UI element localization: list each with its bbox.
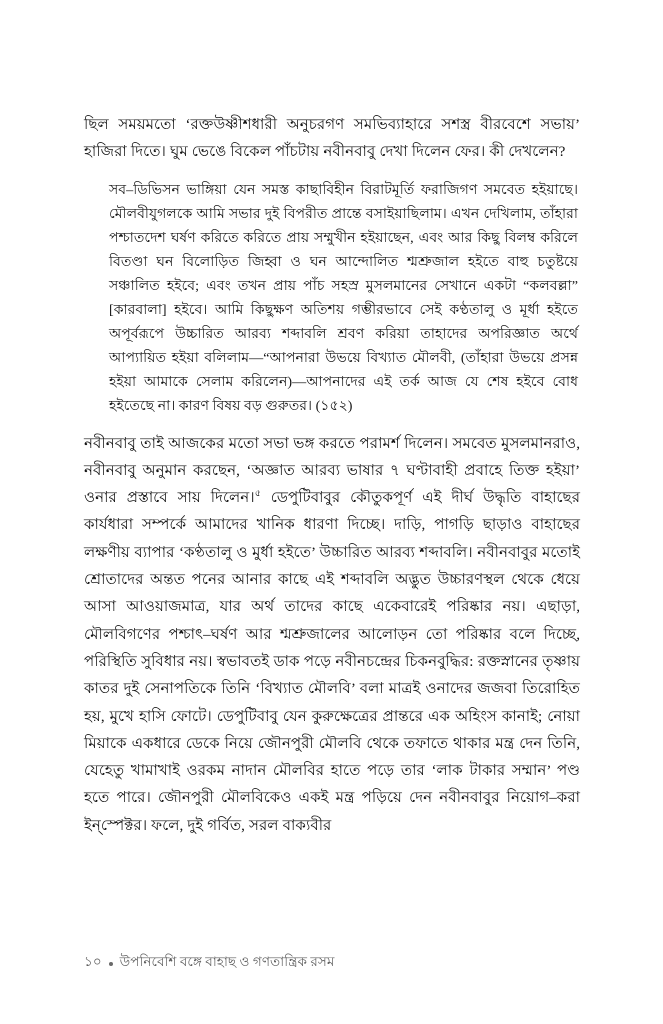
footnote-reference-marker[interactable]: ৫ [254,489,261,500]
page-number: ১০ [84,954,102,969]
quotation-text: সব–ডিভিসন ভাঙ্গিয়া যেন সমস্ত কাছাবিহীন বিরাটমূর্তি ফরাজিগণ সমবেত হইয়াছে। মৌলবীযুগলকে আমি সভার দুই বিপরীত প্রান্তে বসাইয়াছিলাম। এখন দেখিলাম, তাঁহারা পশ্চাতদেশ ঘর্ষণ করিতে করিতে প্রায় সম্মুখীন হইয়াছেন, এবং আর কিছু বিলম্ব করিলে বিতণ্ডা ঘন বিলোড়িত জিহ্বা ও ঘন আন্দোলিত শ্মশ্রুজাল হইতে বাহু চতুষ্টয়ে সঞ্চালিত হইবে; এবং তখন প্রায় পাঁচ সহস্র মুসলমানের সেখানে একটা “কলবল্লা” [কারবালা] হইবে। আমি কিছুক্ষণ অতিশয় গম্ভীরভাবে সেই কণ্ঠতালু ও মূর্ধা হইতে অপূর্বরূপে উচ্চারিত আরব্য শব্দাবলি শ্রবণ করিয়া তাহাদের অপরিজ্ঞাত অর্থে আপ্যায়িত হইয়া বলিলাম—“আপনারা উভয়ে বিখ্যাত মৌলবী, (তাঁহারা উভয়ে প্রসন্ন হইয়া আমাকে সেলাম করিলেন)—আপনাদের এই তর্ক আজ যে শেষ হইবে বোধ হইতেছে না। কারণ বিষয় বড় গুরুতর। (১৫২) [109,181,578,415]
lead-paragraph: ছিল সময়মতো ‘রক্তউষ্ণীশধারী অনুচরগণ সমভিব্যাহারে সশস্ত্র বীরবেশে সভায়’ হাজিরা দিতে। ঘুম ভেঙে বিকেল পাঁচটায় নবীনবাবু দেখা দিলেন ফের। কী দেখলেন? [84,117,580,161]
bullet-dot-icon [109,962,113,966]
main-paragraph [84,431,580,840]
main-paragraph-part-two: ডেপুটিবাবুর কৌতুকপূর্ণ এই দীর্ঘ উদ্ধৃতি বাহাছের কার্যধারা সম্পর্কে আমাদের খানিক ধারণা দিচ্ছে। দাড়ি, পাগড়ি ছাড়াও বাহাছের লক্ষণীয় ব্যাপার ‘কণ্ঠতালু ও মুর্ধা হইতে’ উচ্চারিত আরব্য শব্দাবলি। নবীনবাবুর মতোই শ্রোতাদের অন্তত পনের আনার কাছে এই শব্দাবলি অদ্ভুত উচ্চারণস্থল থেকে ধেয়ে আসা আওয়াজমাত্র, যার অর্থ তাদের কাছে একেবারেই পরিষ্কার নয়। এছাড়া, মৌলবিগণের পশ্চাৎ–ঘর্ষণ আর শ্মশ্রুজালের আলোড়ন তো পরিষ্কার বলে দিচ্ছে, পরিস্থিতি সুবিধার নয়। স্বভাবতই ডাক পড়ে নবীনচন্দ্রের চিকনবুদ্ধির: রক্তস্নানের তৃষ্ণায় কাতর দুই সেনাপতিকে তিনি ‘বিখ্যাত মৌলবি’ বলা মাত্রই ওনাদের জজবা তিরোহিত হয়, মুখে হাসি ফোটে। ডেপুটিবাবু যেন কুরুক্ষেত্রের প্রান্তরে এক অহিংস কানাই; নোয়া মিয়াকে একধারে ডেকে নিয়ে জৌনপুরী মৌলবি থেকে তফাতে থাকার মন্ত্র দেন তিনি, যেহেতু খামাখাই ওরকম নাদান মৌলবির হাতে পড়ে তার ‘লাক টাকার সম্মান’ পণ্ড হতে পারে। জৌনপুরী মৌলবিকেও একই মন্ত্র পড়িয়ে দেন নবীনবাবুর নিয়োগ–করা ইন্‌স্পেক্টর। ফলে, দুই গর্বিত, সরল বাক্যবীর [84,490,581,834]
page-text-column [84,112,580,840]
running-footer [84,952,584,971]
block-quotation [84,178,580,419]
main-paragraph-part-one: নবীনবাবু তাই আজকের মতো সভা ভঙ্গ করতে পরামর্শ দিলেন। সমবেত মুসলমানরাও, নবীনবাবু অনুমান করছেন, ‘অজ্ঞাত আরব্য ভাষার ৭ ঘণ্টাবাহী প্রবাহে তিক্ত হইয়া’ ওনার প্রস্তাবে সায় দিলেন। [84,435,580,507]
running-head-title: উপনিবেশি বঙ্গে বাহাছ ও গণতান্ত্রিক রসম [119,954,335,969]
